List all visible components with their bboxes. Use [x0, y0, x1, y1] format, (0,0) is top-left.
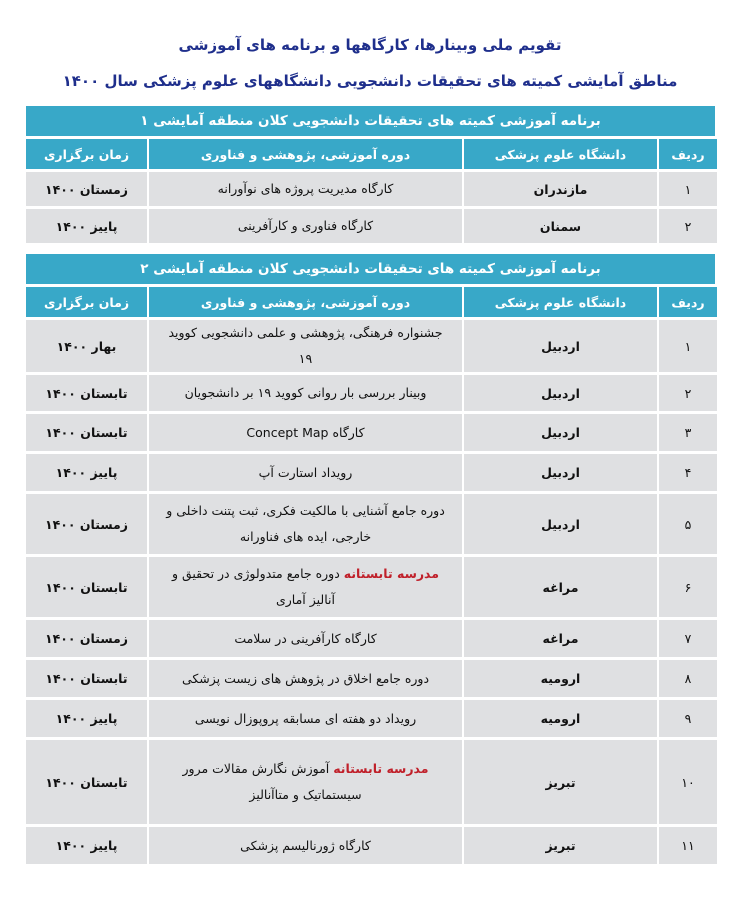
table-row [24, 620, 717, 657]
header-course: دوره آموزشی، پژوهشی و فناوری [147, 139, 462, 169]
row-time: زمستان ۱۴۰۰ [24, 494, 147, 554]
header-university: دانشگاه علوم پزشکی [462, 139, 657, 169]
row-university: ارومیه [462, 700, 657, 737]
row-course [147, 700, 462, 737]
row-num: ۹ [657, 700, 717, 737]
row-university: مازندران [462, 172, 657, 206]
row-num: ۱۰ [657, 740, 717, 824]
row-university: مراغه [462, 620, 657, 657]
row-university: تبریز [462, 827, 657, 864]
row-course-text: آموزش نگارش مقالات مرور سیستماتیک و متاآنالیز [182, 761, 362, 802]
row-num: ۵ [657, 494, 717, 554]
row-university: ارومیه [462, 660, 657, 697]
row-university: تبریز [462, 740, 657, 824]
table-header-row [24, 287, 717, 317]
row-course-text: دوره جامع اخلاق در پژوهش های زیست پزشکی [181, 670, 430, 686]
table-row [24, 454, 717, 491]
row-num: ۱ [657, 320, 717, 372]
row-time: زمستان ۱۴۰۰ [24, 620, 147, 657]
header-num: ردیف [657, 287, 717, 317]
highlight-label: مدرسه تابستانه [343, 566, 440, 581]
row-time: پاییز ۱۴۰۰ [24, 454, 147, 491]
table-row [24, 494, 717, 554]
region-2-table [24, 251, 717, 867]
row-time: تابستان ۱۴۰۰ [24, 557, 147, 617]
row-course [147, 740, 462, 824]
section-banner-text: برنامه آموزشی کمیته های تحقیقات دانشجویی کلان منطقه آمایشی ۲ [24, 254, 717, 284]
row-time: تابستان ۱۴۰۰ [24, 740, 147, 824]
row-course-text: دوره جامع متدولوژی در تحقیق و آنالیز آماری [171, 566, 340, 607]
table-row [24, 660, 717, 697]
row-num: ۲ [657, 375, 717, 411]
row-university: سمنان [462, 209, 657, 243]
row-course [147, 320, 462, 372]
row-num: ۲ [657, 209, 717, 243]
row-time: تابستان ۱۴۰۰ [24, 660, 147, 697]
row-course-text: وبینار بررسی بار روانی کووید ۱۹ بر دانشجویان [184, 385, 427, 400]
row-time: پاییز ۱۴۰۰ [24, 700, 147, 737]
row-course-text: کارگاه ژورنالیسم پزشکی [240, 837, 371, 853]
row-course [147, 414, 462, 451]
row-time: پاییز ۱۴۰۰ [24, 827, 147, 864]
table-row [24, 740, 717, 824]
row-course [147, 454, 462, 491]
row-course-text: رویداد دو هفته ای مسابقه پروپوزال نویسی [194, 710, 417, 726]
section-banner-text: برنامه آموزشی کمیته های تحقیقات دانشجویی کلان منطقه آمایشی ۱ [24, 106, 717, 136]
header-course: دوره آموزشی، پژوهشی و فناوری [147, 287, 462, 317]
row-time: زمستان ۱۴۰۰ [24, 172, 147, 206]
row-time: تابستان ۱۴۰۰ [24, 414, 147, 451]
document-subtitle: مناطق آمایشی کمیته های تحقیقات دانشجویی دانشگاههای علوم پزشکی سال ۱۴۰۰ [62, 72, 678, 90]
table-row [24, 375, 717, 411]
row-num: ۷ [657, 620, 717, 657]
row-university: مراغه [462, 557, 657, 617]
row-course [147, 172, 462, 206]
row-course-text: کارگاه فناوری و کارآفرینی [237, 218, 374, 233]
header-num: ردیف [657, 139, 717, 169]
row-course [147, 375, 462, 411]
table-header-row [24, 139, 717, 169]
row-num: ۶ [657, 557, 717, 617]
row-num: ۴ [657, 454, 717, 491]
row-university: اردبیل [462, 320, 657, 372]
section-banner [24, 106, 717, 136]
table-row [24, 320, 717, 372]
row-course [147, 557, 462, 617]
row-course-text: دوره جامع آشنایی با مالکیت فکری، ثبت پتنت داخلی و خارجی، ایده های فناورانه [166, 503, 445, 544]
row-num: ۱۱ [657, 827, 717, 864]
row-course-text: جشنواره فرهنگی، پژوهشی و علمی دانشجویی کووید ۱۹ [168, 325, 443, 366]
row-course-text: رویداد استارت آپ [258, 464, 353, 480]
table-row [24, 557, 717, 617]
row-university: اردبیل [462, 454, 657, 491]
region-1-table [24, 103, 717, 246]
header-time: زمان برگزاری [24, 287, 147, 317]
highlight-label: مدرسه تابستانه [333, 761, 429, 776]
row-university: اردبیل [462, 414, 657, 451]
row-course [147, 660, 462, 697]
row-course-text: کارگاه کارآفرینی در سلامت [234, 630, 377, 646]
row-course [147, 209, 462, 243]
row-time: تابستان ۱۴۰۰ [24, 375, 147, 411]
row-course-text: کارگاه Concept Map [246, 424, 365, 440]
header-time: زمان برگزاری [24, 139, 147, 169]
table-row [24, 209, 717, 243]
row-num: ۳ [657, 414, 717, 451]
row-time: پاییز ۱۴۰۰ [24, 209, 147, 243]
row-course [147, 827, 462, 864]
row-course [147, 494, 462, 554]
document-title: تقویم ملی وبینارها، کارگاهها و برنامه های آموزشی [178, 36, 562, 54]
table-row [24, 414, 717, 451]
row-num: ۸ [657, 660, 717, 697]
table-row [24, 172, 717, 206]
section-banner [24, 254, 717, 284]
table-row [24, 700, 717, 737]
row-num: ۱ [657, 172, 717, 206]
row-course [147, 620, 462, 657]
row-time: بهار ۱۴۰۰ [24, 320, 147, 372]
table-row [24, 827, 717, 864]
header-university: دانشگاه علوم پزشکی [462, 287, 657, 317]
row-course-text: کارگاه مدیریت پروژه های نوآورانه [217, 181, 394, 196]
row-university: اردبیل [462, 494, 657, 554]
row-university: اردبیل [462, 375, 657, 411]
